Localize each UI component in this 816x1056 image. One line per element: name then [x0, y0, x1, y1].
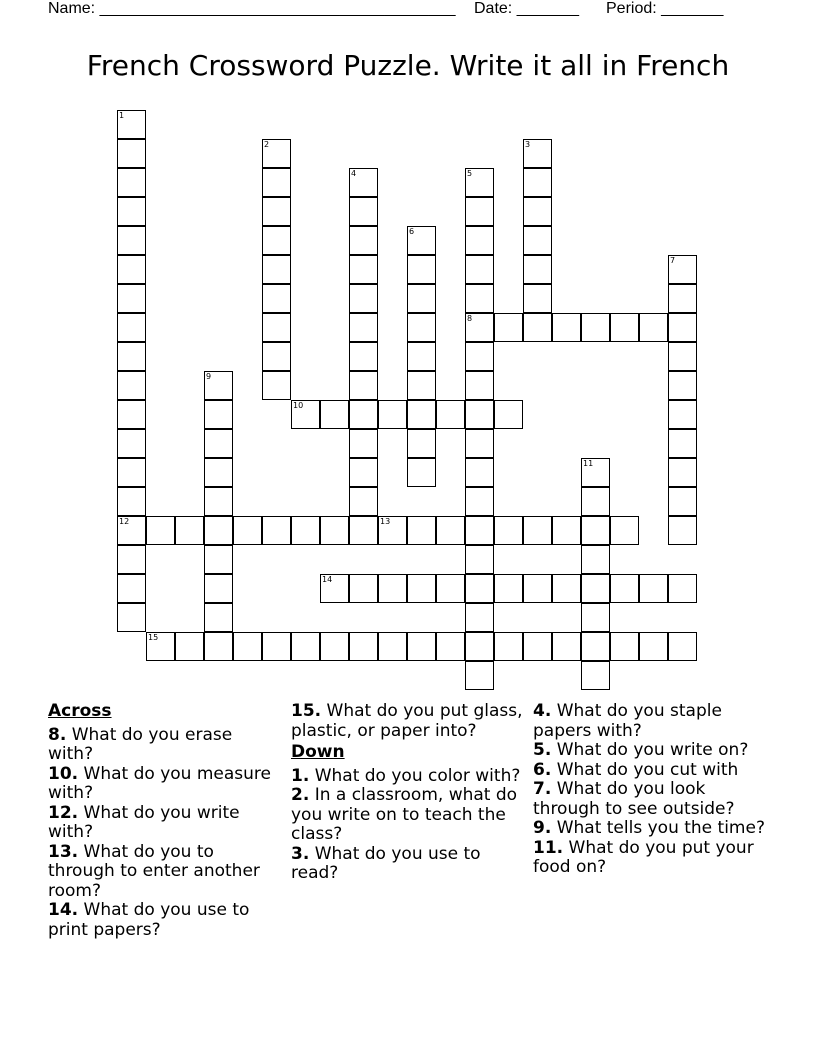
grid-cell[interactable] [523, 197, 552, 226]
grid-cell[interactable] [552, 574, 581, 603]
grid-cell[interactable] [465, 197, 494, 226]
grid-cell[interactable] [349, 226, 378, 255]
clue-number: 8 [467, 314, 473, 323]
grid-cell[interactable] [407, 574, 436, 603]
grid-cell[interactable] [117, 168, 146, 197]
clue-text: What do you cut with [551, 759, 739, 780]
grid-cell[interactable] [494, 400, 523, 429]
clue-text: What do you look through to see outside? [533, 779, 735, 819]
grid-cell[interactable] [407, 226, 436, 255]
grid-cell[interactable] [378, 400, 407, 429]
clue-number: 5 [467, 169, 473, 178]
clue-text: What do you color with? [309, 765, 521, 786]
clue-number-label: 4. [533, 701, 552, 721]
grid-cell[interactable] [262, 139, 291, 168]
grid-cell[interactable] [349, 255, 378, 284]
grid-cell[interactable] [349, 371, 378, 400]
grid-cell[interactable] [581, 458, 610, 487]
grid-cell[interactable] [668, 516, 697, 545]
clue-item [48, 804, 280, 843]
grid-cell[interactable] [262, 197, 291, 226]
clue-text: What do you use to read? [291, 843, 481, 883]
grid-cell[interactable] [494, 313, 523, 342]
clue-item [291, 767, 523, 787]
grid-cell[interactable] [639, 574, 668, 603]
grid-cell[interactable] [349, 429, 378, 458]
grid-cell[interactable] [117, 255, 146, 284]
clue-text: What do you put glass, plastic, or paper into? [291, 701, 523, 741]
grid-cell[interactable] [465, 371, 494, 400]
grid-cell[interactable] [639, 313, 668, 342]
clue-number-label: 11. [533, 837, 564, 858]
grid-cell[interactable] [262, 371, 291, 400]
grid-cell[interactable] [465, 516, 494, 545]
clue-number: 4 [351, 169, 357, 178]
grid-cell[interactable] [581, 632, 610, 661]
clue-number: 1 [119, 111, 125, 120]
grid-cell[interactable] [668, 313, 697, 342]
clue-column-3 [533, 702, 765, 878]
grid-cell[interactable] [117, 458, 146, 487]
grid-cell[interactable] [117, 226, 146, 255]
grid-cell[interactable] [465, 458, 494, 487]
clue-item [291, 845, 523, 884]
grid-cell[interactable] [668, 371, 697, 400]
grid-cell[interactable] [204, 545, 233, 574]
clue-item [533, 761, 765, 781]
grid-cell[interactable] [668, 574, 697, 603]
clue-text: What do you put your food on? [533, 837, 754, 877]
grid-cell[interactable] [581, 516, 610, 545]
clue-item [291, 702, 523, 741]
grid-cell[interactable] [204, 574, 233, 603]
grid-cell[interactable] [117, 516, 146, 545]
grid-cell[interactable] [523, 284, 552, 313]
clue-number-label: 7. [533, 779, 552, 799]
grid-cell[interactable] [204, 458, 233, 487]
grid-cell[interactable] [291, 632, 320, 661]
clue-number: 14 [322, 575, 333, 584]
clue-item [533, 819, 765, 839]
grid-cell[interactable] [407, 371, 436, 400]
grid-cell[interactable] [668, 429, 697, 458]
grid-cell[interactable] [204, 632, 233, 661]
clue-number: 11 [583, 459, 594, 468]
clue-item [533, 780, 765, 819]
grid-cell[interactable] [523, 574, 552, 603]
clue-number-label: 12. [48, 802, 79, 823]
grid-cell[interactable] [262, 255, 291, 284]
clue-number: 12 [119, 517, 130, 526]
clue-number-label: 2. [291, 785, 310, 805]
grid-cell[interactable] [262, 284, 291, 313]
grid-cell[interactable] [552, 632, 581, 661]
grid-cell[interactable] [465, 342, 494, 371]
grid-cell[interactable] [349, 168, 378, 197]
clue-number-label: 5. [533, 740, 552, 760]
grid-cell[interactable] [581, 603, 610, 632]
grid-cell[interactable] [407, 400, 436, 429]
clue-number: 9 [206, 372, 212, 381]
clue-number: 10 [293, 401, 304, 410]
grid-cell[interactable] [610, 313, 639, 342]
grid-cell[interactable] [407, 429, 436, 458]
clue-number-label: 13. [48, 841, 79, 862]
grid-cell[interactable] [668, 487, 697, 516]
clue-item [48, 765, 280, 804]
grid-cell[interactable] [581, 545, 610, 574]
grid-cell[interactable] [407, 313, 436, 342]
grid-cell[interactable] [117, 400, 146, 429]
clue-item [533, 839, 765, 878]
grid-cell[interactable] [465, 574, 494, 603]
grid-cell[interactable] [349, 574, 378, 603]
grid-cell[interactable] [523, 516, 552, 545]
grid-cell[interactable] [349, 487, 378, 516]
grid-cell[interactable] [436, 516, 465, 545]
grid-cell[interactable] [668, 632, 697, 661]
grid-cell[interactable] [117, 429, 146, 458]
grid-cell[interactable] [581, 661, 610, 690]
clue-number-label: 10. [48, 763, 79, 784]
grid-cell[interactable] [349, 313, 378, 342]
clue-number: 15 [148, 633, 159, 642]
grid-cell[interactable] [523, 255, 552, 284]
grid-cell[interactable] [349, 516, 378, 545]
grid-cell[interactable] [465, 487, 494, 516]
grid-cell[interactable] [204, 429, 233, 458]
clue-item [48, 843, 280, 902]
grid-cell[interactable] [552, 516, 581, 545]
grid-cell[interactable] [117, 197, 146, 226]
down-heading: Down [291, 742, 345, 762]
grid-cell[interactable] [117, 371, 146, 400]
grid-cell[interactable] [407, 255, 436, 284]
grid-cell[interactable] [204, 371, 233, 400]
clue-item [291, 786, 523, 845]
clue-text: What do you write on? [551, 740, 749, 760]
across-heading: Across [48, 701, 112, 721]
grid-cell[interactable] [204, 400, 233, 429]
grid-cell[interactable] [349, 400, 378, 429]
date-field[interactable]: Date: _______ [474, 0, 579, 17]
clue-number-label: 14. [48, 900, 79, 920]
grid-cell[interactable] [407, 458, 436, 487]
grid-cell[interactable] [668, 400, 697, 429]
grid-cell[interactable] [552, 313, 581, 342]
grid-cell[interactable] [465, 603, 494, 632]
grid-cell[interactable] [262, 226, 291, 255]
grid-cell[interactable] [581, 574, 610, 603]
clue-text: What do you to through to enter another room? [48, 841, 260, 901]
grid-cell[interactable] [349, 342, 378, 371]
clue-column-2 [291, 702, 523, 884]
grid-cell[interactable] [204, 516, 233, 545]
grid-cell[interactable] [117, 342, 146, 371]
grid-cell[interactable] [436, 632, 465, 661]
grid-cell[interactable] [668, 284, 697, 313]
clue-number: 7 [670, 256, 676, 265]
clue-item [48, 901, 280, 940]
grid-cell[interactable] [117, 284, 146, 313]
clue-text: What do you use to print papers? [48, 900, 250, 940]
grid-cell[interactable] [320, 632, 349, 661]
grid-cell[interactable] [610, 574, 639, 603]
clue-number-label: 1. [291, 765, 310, 786]
period-field[interactable]: Period: _______ [606, 0, 724, 17]
grid-cell[interactable] [668, 458, 697, 487]
clue-number-label: 15. [291, 701, 322, 721]
grid-cell[interactable] [175, 632, 204, 661]
grid-cell[interactable] [262, 168, 291, 197]
grid-cell[interactable] [117, 487, 146, 516]
grid-cell[interactable] [523, 313, 552, 342]
grid-cell[interactable] [523, 632, 552, 661]
grid-cell[interactable] [117, 110, 146, 139]
grid-cell[interactable] [204, 603, 233, 632]
grid-cell[interactable] [581, 313, 610, 342]
grid-cell[interactable] [146, 632, 175, 661]
grid-cell[interactable] [378, 632, 407, 661]
grid-cell[interactable] [262, 632, 291, 661]
grid-cell[interactable] [465, 168, 494, 197]
grid-cell[interactable] [465, 545, 494, 574]
clue-text: What do you write with? [48, 802, 240, 842]
grid-cell[interactable] [523, 139, 552, 168]
grid-cell[interactable] [407, 516, 436, 545]
grid-cell[interactable] [320, 516, 349, 545]
grid-cell[interactable] [668, 342, 697, 371]
grid-cell[interactable] [117, 603, 146, 632]
grid-cell[interactable] [610, 516, 639, 545]
grid-cell[interactable] [262, 342, 291, 371]
grid-cell[interactable] [204, 487, 233, 516]
page-title: French Crossword Puzzle. Write it all in French [86, 49, 730, 82]
grid-cell[interactable] [639, 632, 668, 661]
name-field[interactable]: Name: ________________________________________ [48, 0, 456, 17]
clue-number: 13 [380, 517, 391, 526]
grid-cell[interactable] [465, 632, 494, 661]
clue-text: What do you staple papers with? [533, 701, 722, 741]
clue-number-label: 9. [533, 818, 552, 838]
grid-cell[interactable] [233, 516, 262, 545]
grid-cell[interactable] [175, 516, 204, 545]
grid-cell[interactable] [146, 516, 175, 545]
grid-cell[interactable] [320, 400, 349, 429]
grid-cell[interactable] [523, 226, 552, 255]
grid-cell[interactable] [262, 516, 291, 545]
grid-cell[interactable] [378, 574, 407, 603]
clue-column-1 [48, 702, 280, 940]
grid-cell[interactable] [494, 632, 523, 661]
grid-cell[interactable] [349, 632, 378, 661]
clue-text: What do you measure with? [48, 763, 271, 803]
grid-cell[interactable] [117, 574, 146, 603]
grid-cell[interactable] [494, 574, 523, 603]
grid-cell[interactable] [262, 313, 291, 342]
clue-item [533, 702, 765, 741]
grid-cell[interactable] [465, 313, 494, 342]
clue-text: What do you erase with? [48, 724, 233, 764]
clue-text: What tells you the time? [551, 818, 765, 838]
grid-cell[interactable] [117, 313, 146, 342]
grid-cell[interactable] [407, 632, 436, 661]
grid-cell[interactable] [465, 661, 494, 690]
clue-number-label: 8. [48, 724, 67, 745]
clue-number-label: 6. [533, 759, 552, 780]
grid-cell[interactable] [610, 632, 639, 661]
grid-cell[interactable] [465, 429, 494, 458]
grid-cell[interactable] [523, 168, 552, 197]
grid-cell[interactable] [349, 458, 378, 487]
grid-cell[interactable] [407, 284, 436, 313]
clue-number: 3 [525, 140, 531, 149]
clue-item [533, 741, 765, 761]
grid-cell[interactable] [378, 516, 407, 545]
grid-cell[interactable] [320, 574, 349, 603]
grid-cell[interactable] [668, 255, 697, 284]
grid-cell[interactable] [291, 516, 320, 545]
grid-cell[interactable] [465, 284, 494, 313]
clue-text: In a classroom, what do you write on to teach the class? [291, 785, 518, 844]
grid-cell[interactable] [407, 342, 436, 371]
grid-cell[interactable] [117, 545, 146, 574]
grid-cell[interactable] [465, 255, 494, 284]
grid-cell[interactable] [436, 400, 465, 429]
grid-cell[interactable] [494, 516, 523, 545]
grid-cell[interactable] [291, 400, 320, 429]
grid-cell[interactable] [465, 226, 494, 255]
clue-number: 6 [409, 227, 415, 236]
grid-cell[interactable] [436, 574, 465, 603]
clue-item [48, 726, 280, 765]
grid-cell[interactable] [117, 139, 146, 168]
grid-cell[interactable] [233, 632, 262, 661]
clue-number: 2 [264, 140, 270, 149]
clue-number-label: 3. [291, 843, 310, 864]
grid-cell[interactable] [465, 400, 494, 429]
grid-cell[interactable] [581, 487, 610, 516]
grid-cell[interactable] [349, 197, 378, 226]
grid-cell[interactable] [349, 284, 378, 313]
